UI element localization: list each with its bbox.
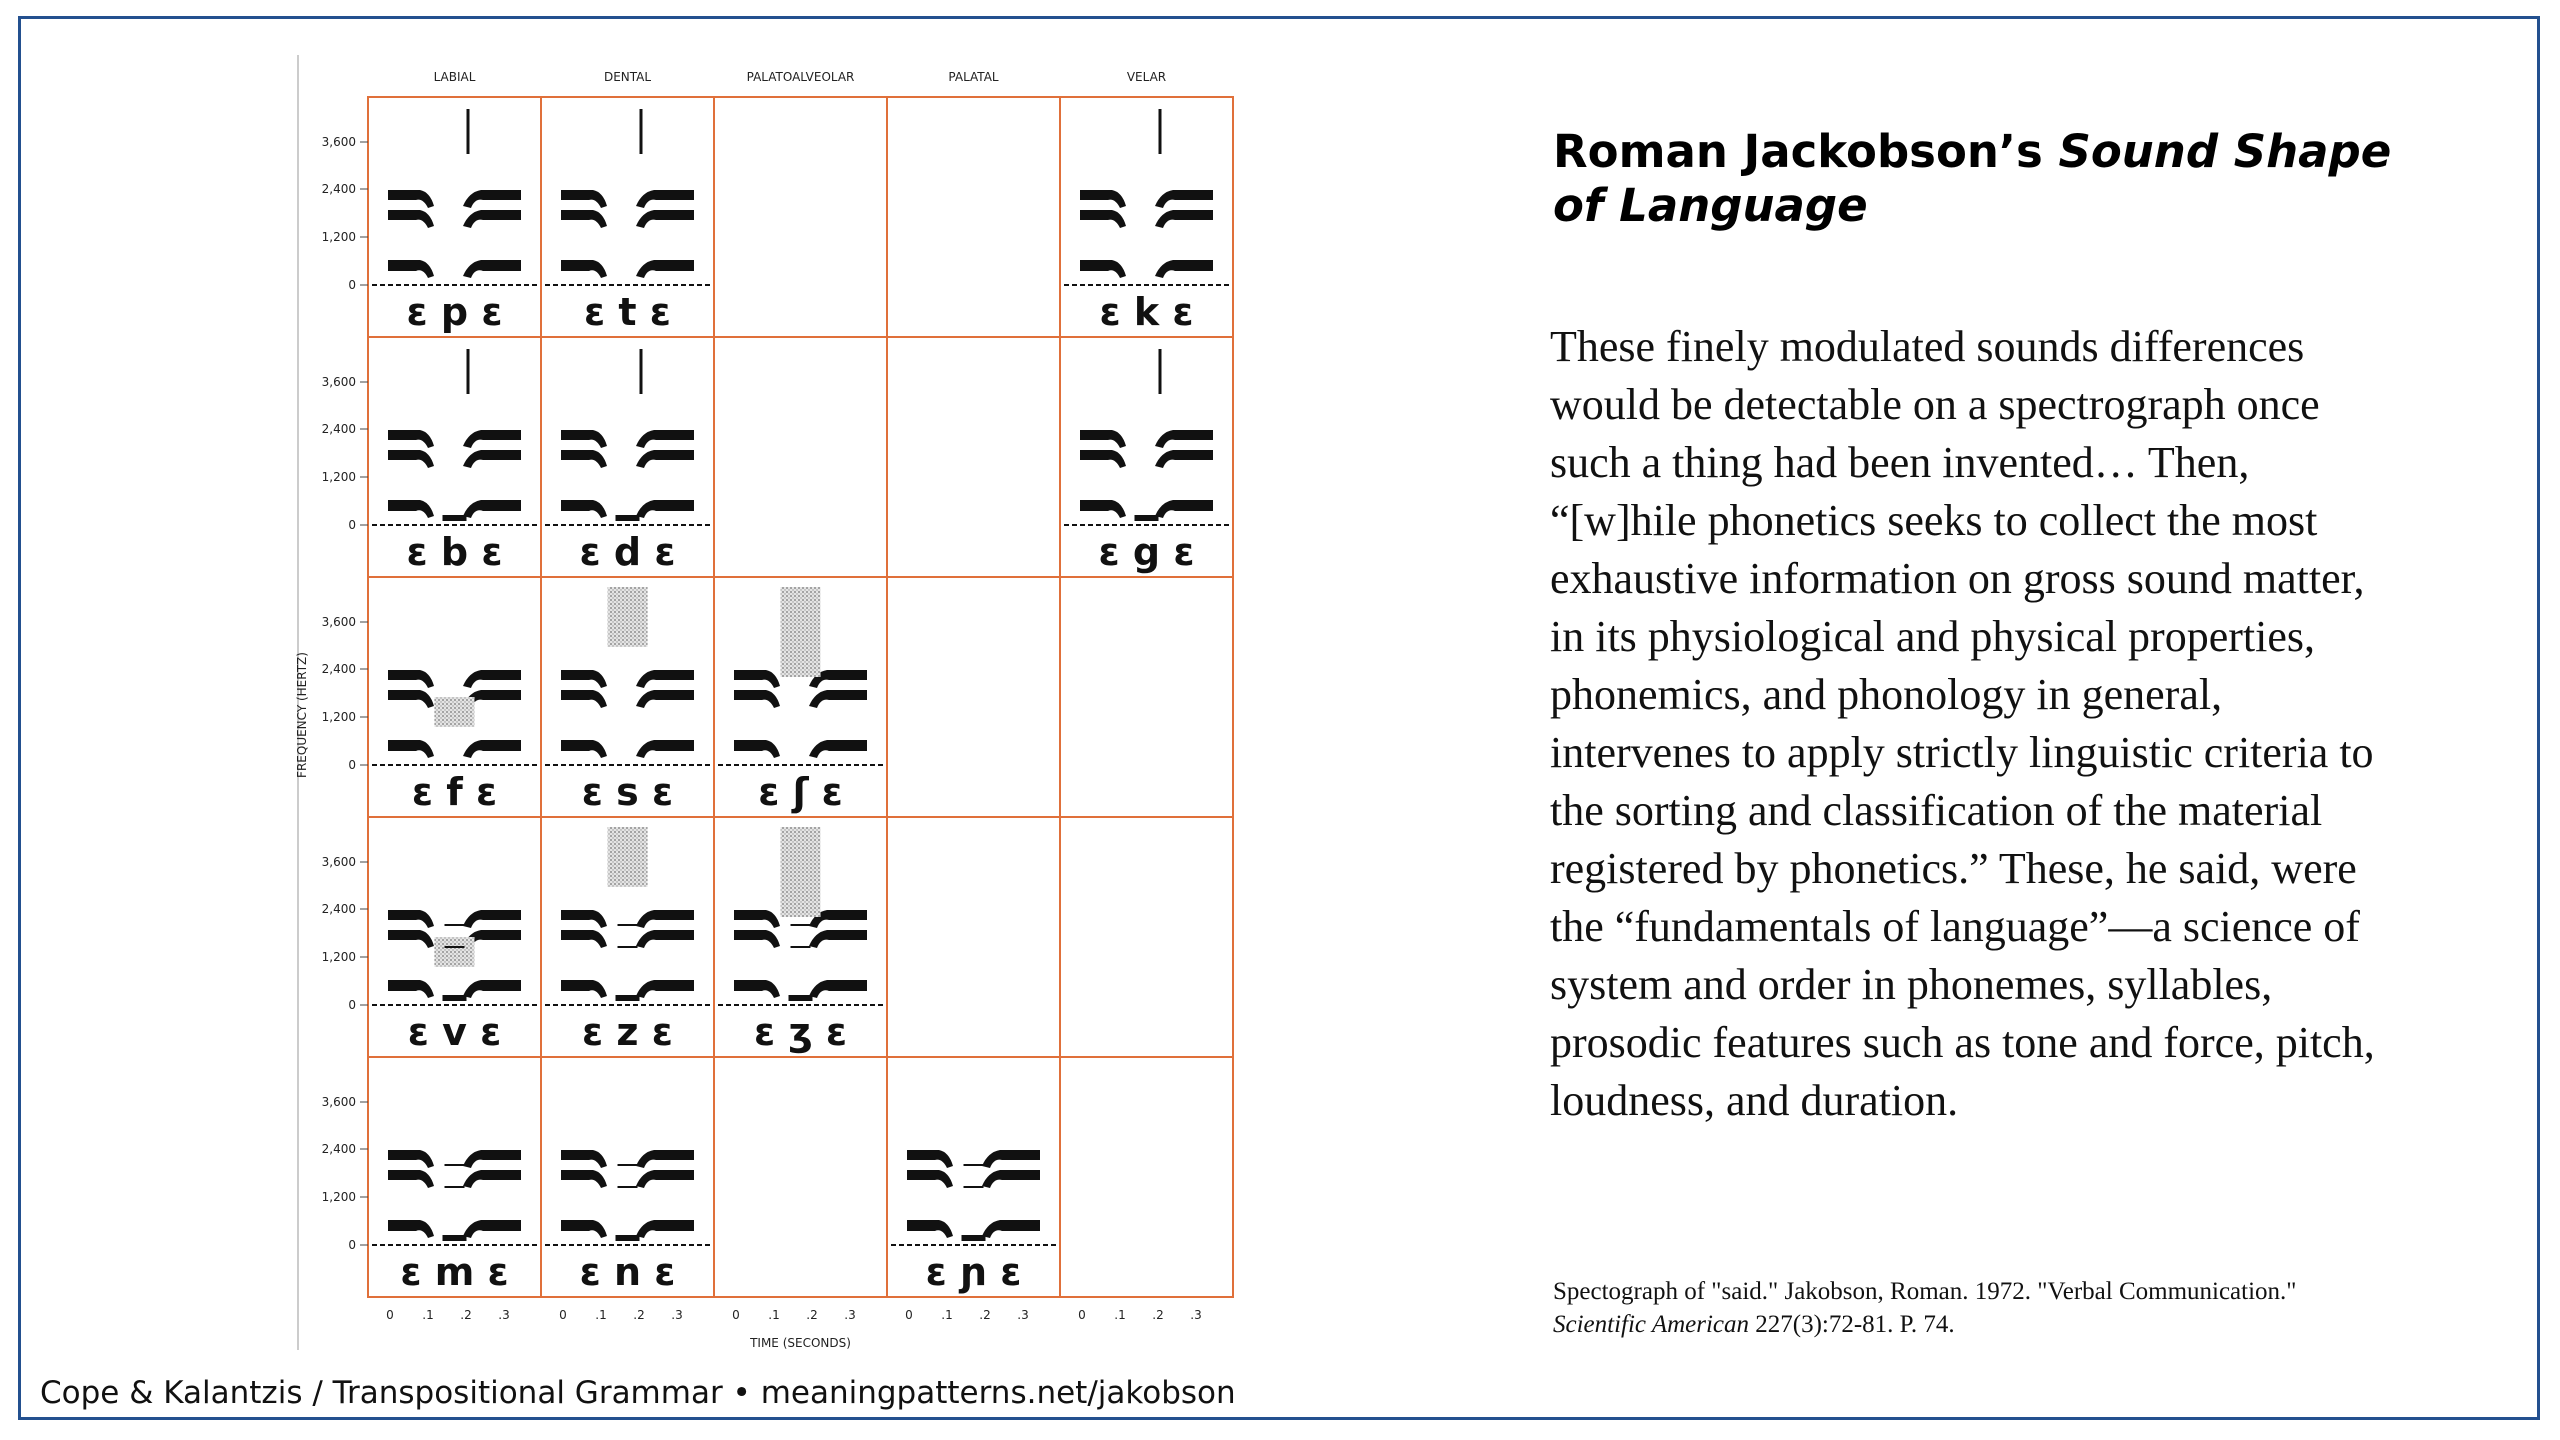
- y-axis-label: FREQUENCY (HERTZ): [295, 652, 309, 778]
- formant-right: [982, 1170, 1040, 1188]
- formant-left: [388, 1170, 434, 1188]
- formant-left: [734, 670, 780, 688]
- phoneme-label: ε ʃ ε: [758, 770, 843, 814]
- y-tick-label: 0: [348, 758, 356, 772]
- x-tick-label: .1: [1114, 1308, 1126, 1322]
- title-italic: Sound Shape of Language: [1553, 125, 2392, 232]
- phoneme-label: ε m ε: [400, 1250, 509, 1294]
- formant-right: [1155, 260, 1213, 278]
- formant-right: [1155, 450, 1213, 468]
- x-axis-label: TIME (SECONDS): [750, 1336, 851, 1350]
- burst-spike: [1159, 349, 1162, 394]
- formant-right: [463, 1220, 521, 1238]
- y-tick-label: 2,400: [321, 1142, 356, 1156]
- formant-left: [734, 740, 780, 758]
- y-tick-label: 2,400: [321, 902, 356, 916]
- phoneme-label: ε d ε: [579, 530, 676, 574]
- formant-right: [636, 430, 694, 448]
- x-tick-label: .2: [979, 1308, 991, 1322]
- formant-right: [463, 190, 521, 208]
- phoneme-label: ε ɲ ε: [925, 1250, 1022, 1294]
- phoneme-label: ε f ε: [411, 770, 498, 814]
- noise-band: [435, 697, 475, 727]
- formant-left: [1080, 210, 1126, 228]
- phoneme-label: ε g ε: [1098, 530, 1195, 574]
- y-tick-label: 3,600: [321, 135, 356, 149]
- formant-left: [561, 690, 607, 708]
- formant-left: [734, 690, 780, 708]
- formant-right: [636, 740, 694, 758]
- voice-bar: [616, 515, 640, 521]
- formant-left: [907, 1150, 953, 1168]
- x-tick-label: .3: [671, 1308, 683, 1322]
- phoneme-label: ε v ε: [407, 1010, 502, 1054]
- formant-left: [388, 980, 434, 998]
- formant-right: [636, 190, 694, 208]
- formant-right: [463, 430, 521, 448]
- formant-right: [636, 1170, 694, 1188]
- formant-left: [561, 930, 607, 948]
- voice-bar: [616, 995, 640, 1001]
- formant-right: [463, 910, 521, 928]
- formant-right: [636, 910, 694, 928]
- formant-right: [463, 670, 521, 688]
- formant-left: [561, 450, 607, 468]
- formant-left: [561, 740, 607, 758]
- formant-right: [636, 690, 694, 708]
- x-tick-label: .3: [498, 1308, 510, 1322]
- formant-right: [1155, 500, 1213, 518]
- phoneme-label: ε t ε: [584, 290, 671, 334]
- voice-bar: [443, 515, 467, 521]
- y-tick-label: 2,400: [321, 662, 356, 676]
- y-tick-label: 1,200: [321, 1190, 356, 1204]
- formant-left: [1080, 450, 1126, 468]
- y-tick-label: 1,200: [321, 950, 356, 964]
- x-tick-label: .2: [1152, 1308, 1164, 1322]
- voice-bar: [789, 995, 813, 1001]
- body-paragraph: These finely modulated sounds differences would be detectable on a spectrograph once such a thing had been invented… Then, “[w]hile phonetics seeks to collect the most exhaustive information on gross sound matter, in its physiological and physical properties, phonemics, and phonology in general, intervenes to apply strictly linguistic criteria to the sorting and classification of the material registered by phonetics.” These, he said, were the “fundamentals of language”—a science of system and order in phonemes, syllables, prosodic features such as tone and force, pitch, loudness, and duration.: [1550, 322, 2375, 1125]
- y-tick-label: 3,600: [321, 855, 356, 869]
- formant-right: [1155, 430, 1213, 448]
- column-header: PALATAL: [948, 70, 999, 84]
- y-tick-label: 2,400: [321, 182, 356, 196]
- formant-left: [388, 260, 434, 278]
- x-tick-label: 0: [905, 1308, 913, 1322]
- formant-left: [561, 1170, 607, 1188]
- x-tick-label: .1: [768, 1308, 780, 1322]
- x-tick-label: 0: [559, 1308, 567, 1322]
- x-tick-label: 0: [386, 1308, 394, 1322]
- formant-left: [907, 1170, 953, 1188]
- voice-bar: [443, 1235, 467, 1241]
- formant-left: [388, 500, 434, 518]
- formant-left: [734, 980, 780, 998]
- column-header: VELAR: [1126, 70, 1167, 84]
- formant-left: [388, 740, 434, 758]
- formant-left: [561, 430, 607, 448]
- burst-spike: [640, 349, 643, 394]
- formant-left: [388, 1220, 434, 1238]
- x-tick-label: .1: [595, 1308, 607, 1322]
- formant-right: [636, 1150, 694, 1168]
- formant-right: [636, 450, 694, 468]
- formant-left: [388, 690, 434, 708]
- formant-left: [1080, 190, 1126, 208]
- phoneme-label: ε ʒ ε: [753, 1010, 848, 1054]
- x-tick-label: .2: [460, 1308, 472, 1322]
- noise-band: [608, 827, 648, 887]
- formant-left: [388, 210, 434, 228]
- formant-right: [463, 1170, 521, 1188]
- formant-right: [463, 500, 521, 518]
- x-tick-label: 0: [1078, 1308, 1086, 1322]
- formant-left: [1080, 500, 1126, 518]
- title-plain: Roman Jackobson’s: [1553, 125, 2059, 178]
- formant-left: [388, 450, 434, 468]
- formant-left: [388, 930, 434, 948]
- voice-bar: [1135, 515, 1159, 521]
- voice-bar: [443, 995, 467, 1001]
- y-tick-label: 0: [348, 518, 356, 532]
- formant-right: [1155, 190, 1213, 208]
- noise-band: [608, 587, 648, 647]
- formant-right: [463, 210, 521, 228]
- formant-left: [1080, 260, 1126, 278]
- caption-citation: 227(3):72-81. P. 74.: [1749, 1311, 1955, 1338]
- formant-left: [561, 1220, 607, 1238]
- noise-band: [781, 827, 821, 917]
- formant-left: [388, 910, 434, 928]
- formant-right: [636, 500, 694, 518]
- phoneme-label: ε p ε: [406, 290, 503, 334]
- spectrograph-grid: [295, 55, 1238, 1350]
- formant-left: [561, 260, 607, 278]
- formant-left: [734, 930, 780, 948]
- formant-left: [561, 210, 607, 228]
- x-tick-label: .1: [941, 1308, 953, 1322]
- formant-right: [982, 1220, 1040, 1238]
- spectrograph-figure: [295, 55, 1238, 1350]
- voice-bar: [962, 1235, 986, 1241]
- slide-title: [1553, 125, 2453, 233]
- footer-credit: Cope & Kalantzis / Transpositional Grammar • meaningpatterns.net/jakobson: [40, 1375, 1236, 1411]
- formant-left: [561, 670, 607, 688]
- figure-caption: [1553, 1275, 2403, 1341]
- formant-left: [388, 190, 434, 208]
- formant-right: [463, 1150, 521, 1168]
- x-tick-label: .3: [1190, 1308, 1202, 1322]
- x-tick-label: .3: [844, 1308, 856, 1322]
- formant-right: [463, 450, 521, 468]
- phoneme-label: ε k ε: [1099, 290, 1194, 334]
- x-tick-label: .1: [422, 1308, 434, 1322]
- formant-left: [734, 910, 780, 928]
- formant-right: [636, 670, 694, 688]
- formant-left: [561, 190, 607, 208]
- formant-left: [907, 1220, 953, 1238]
- x-tick-label: .2: [806, 1308, 818, 1322]
- column-header: LABIAL: [433, 70, 476, 84]
- formant-right: [636, 210, 694, 228]
- formant-left: [1080, 430, 1126, 448]
- formant-right: [636, 980, 694, 998]
- formant-right: [636, 260, 694, 278]
- x-tick-label: 0: [732, 1308, 740, 1322]
- caption-line-1: Spectograph of "said." Jakobson, Roman. 1972. "Verbal Communication.": [1553, 1278, 2297, 1305]
- formant-left: [561, 980, 607, 998]
- formant-right: [982, 1150, 1040, 1168]
- formant-left: [388, 670, 434, 688]
- formant-right: [636, 1220, 694, 1238]
- voice-bar: [616, 1235, 640, 1241]
- y-tick-label: 2,400: [321, 422, 356, 436]
- y-tick-label: 0: [348, 1238, 356, 1252]
- formant-right: [463, 980, 521, 998]
- formant-right: [636, 930, 694, 948]
- noise-band: [781, 587, 821, 677]
- phoneme-label: ε z ε: [582, 1010, 673, 1054]
- formant-right: [809, 930, 867, 948]
- burst-spike: [467, 109, 470, 154]
- x-tick-label: .3: [1017, 1308, 1029, 1322]
- formant-right: [809, 980, 867, 998]
- y-tick-label: 0: [348, 278, 356, 292]
- y-tick-label: 3,600: [321, 1095, 356, 1109]
- y-tick-label: 1,200: [321, 230, 356, 244]
- column-header: PALATOALVEOLAR: [746, 70, 855, 84]
- formant-left: [388, 430, 434, 448]
- formant-right: [1155, 210, 1213, 228]
- formant-left: [388, 1150, 434, 1168]
- formant-left: [561, 910, 607, 928]
- phoneme-label: ε n ε: [579, 1250, 676, 1294]
- formant-left: [561, 1150, 607, 1168]
- column-header: DENTAL: [603, 70, 652, 84]
- burst-spike: [640, 109, 643, 154]
- y-tick-label: 3,600: [321, 615, 356, 629]
- caption-journal: Scientific American: [1553, 1311, 1750, 1338]
- formant-right: [809, 690, 867, 708]
- x-tick-label: .2: [633, 1308, 645, 1322]
- noise-band: [435, 937, 475, 967]
- formant-right: [463, 740, 521, 758]
- y-tick-label: 0: [348, 998, 356, 1012]
- burst-spike: [467, 349, 470, 394]
- formant-right: [809, 740, 867, 758]
- formant-left: [561, 500, 607, 518]
- burst-spike: [1159, 109, 1162, 154]
- y-tick-label: 1,200: [321, 470, 356, 484]
- y-tick-label: 1,200: [321, 710, 356, 724]
- formant-right: [463, 260, 521, 278]
- phoneme-label: ε s ε: [581, 770, 674, 814]
- phoneme-label: ε b ε: [406, 530, 503, 574]
- y-tick-label: 3,600: [321, 375, 356, 389]
